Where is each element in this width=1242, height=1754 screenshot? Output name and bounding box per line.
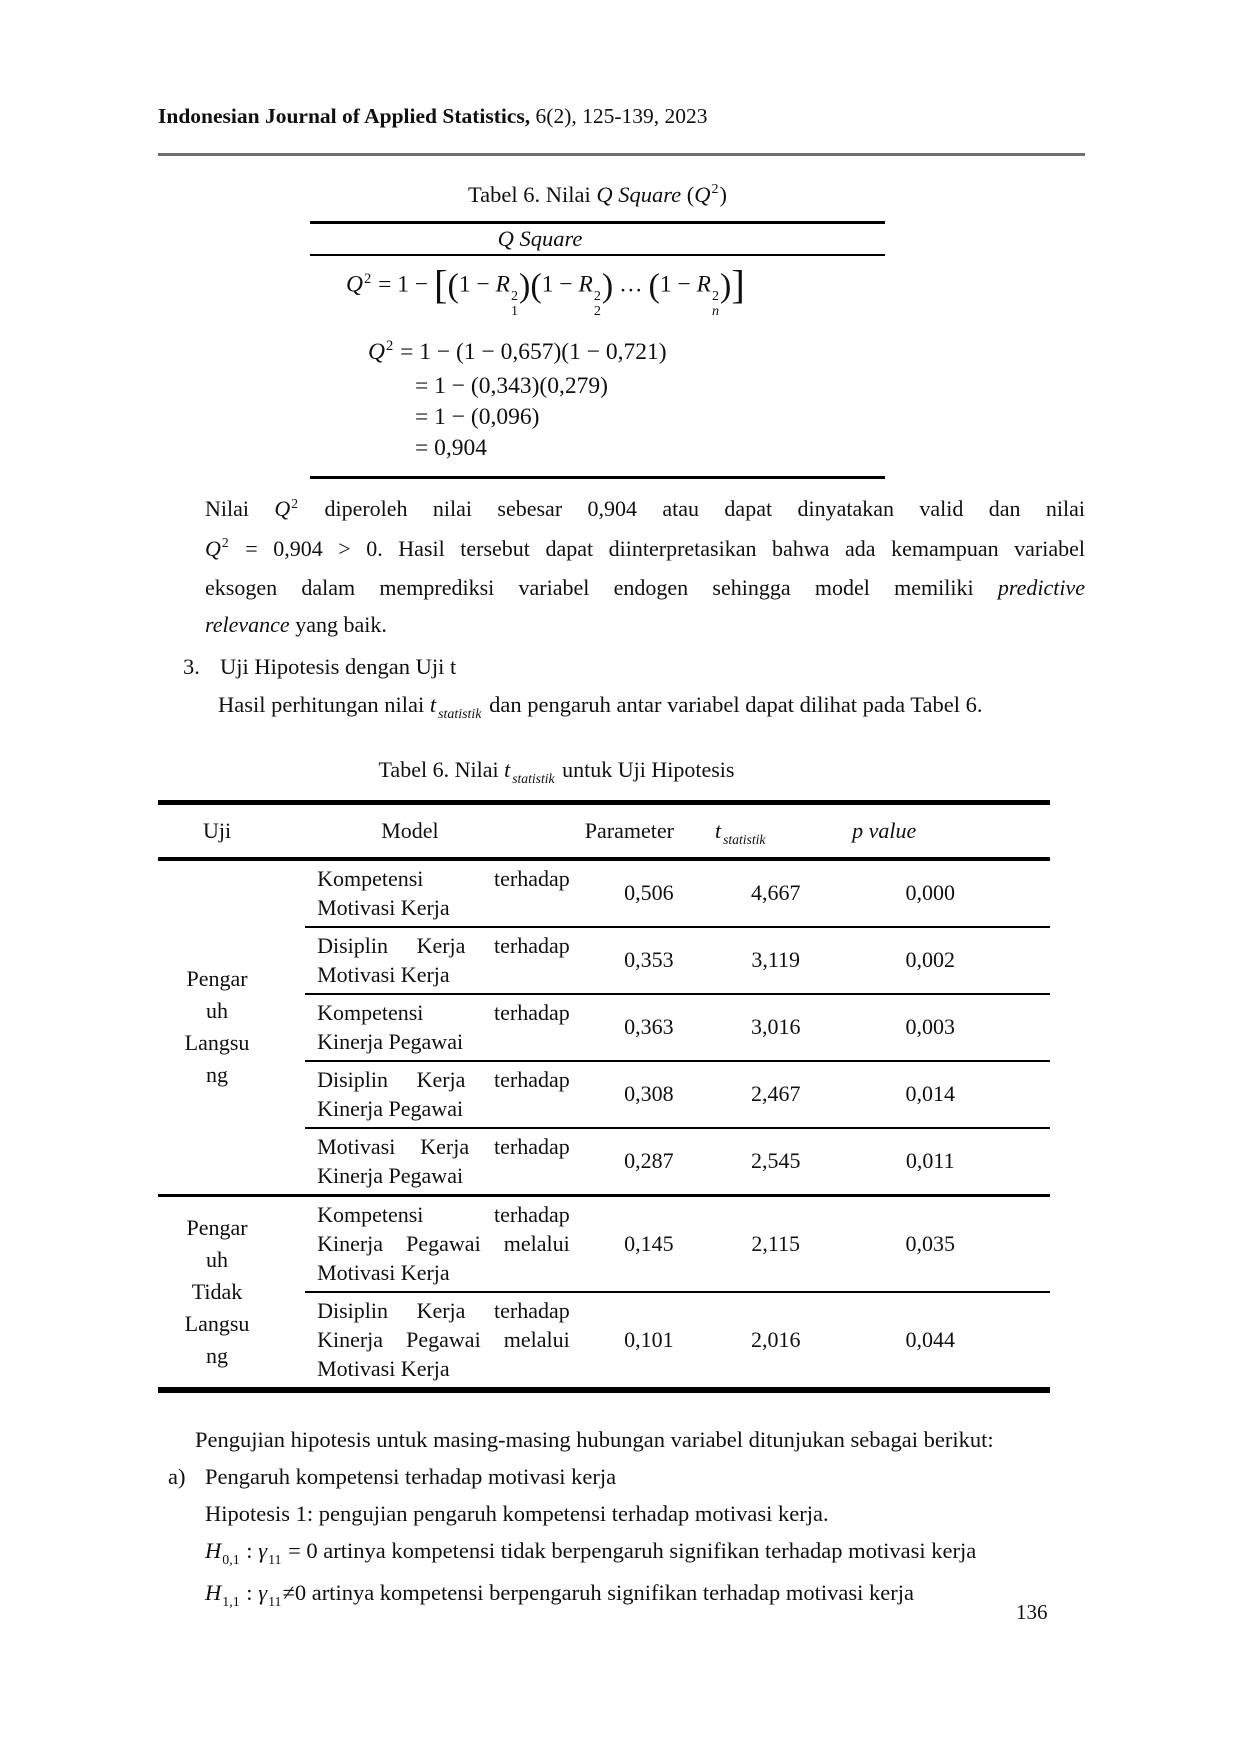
ttable-caption: Tabel 6. Nilai t $_{statistik}$ untuk Uji Hipotesis [378,757,735,787]
model-line: Motivasi Kerja [317,961,450,987]
column-header-pvalue: p value [852,817,917,843]
model-line: Disiplin Kerja terhadap [317,1066,570,1092]
column-header-uji: Uji [202,817,232,843]
paragraph-line: eksogen dalam memprediksi variabel endogen sehingga model memiliki predictive [205,575,1085,601]
model-line: Motivasi Kerja terhadap [317,1133,570,1159]
hypothesis-h1-line: $H_{1,1}$ : $\gamma_{11}\ne 0$ artinya kompetensi berpengaruh signifikan terhadap motivasi kerja [205,1580,915,1611]
uji-group-label [158,859,305,1196]
pvalue-cell: 0,002 [837,927,1050,994]
qsquare-formula: $Q^2 = 1 - [(1 - R$ 2 1 )(1 − R 2 2 ) … (1 − R 2 n )] [346,262,745,319]
model-line: Kinerja Pegawai [317,1095,464,1121]
qsquare-caption: Tabel 6. Nilai Q Square $(Q^2)$ [467,182,728,207]
uji-label-line: Pengar [186,1214,248,1240]
list-item-a [158,1458,1085,1495]
uji-label-line: ng [206,1342,229,1368]
model-line: Motivasi Kerja [317,1259,450,1285]
uji-label-line: uh [206,998,229,1024]
model-line: Kompetensi terhadap [317,999,570,1025]
parameter-cell: 0,308 [584,1061,714,1128]
table-row [158,859,1050,927]
tstat-cell: 3,119 [714,927,838,994]
ttable-header-row [158,803,1050,859]
model-cell [305,1128,584,1196]
pvalue-cell: 0,011 [837,1128,1050,1196]
model-line: Kompetensi terhadap [317,865,570,891]
model-cell [305,1292,584,1390]
pvalue-cell: 0,035 [837,1195,1050,1292]
hypothesis-1-intro: Hipotesis 1: pengujian pengaruh kompetensi terhadap motivasi kerja. [205,1500,829,1526]
equation-step: = 1 − (0,096) [415,404,540,431]
column-header-parameter: Parameter [584,817,674,843]
qsquare-block [310,178,885,479]
paragraph-line: relevance yang baik. [205,611,387,637]
parameter-cell: 0,101 [584,1292,714,1390]
tstat-cell: 2,115 [714,1195,838,1292]
uji-label-line: Langsu [184,1310,250,1336]
header-rule [158,153,1085,156]
parameter-cell: 0,363 [584,994,714,1061]
page-number: 136 [1016,1600,1048,1624]
model-line: Disiplin Kerja terhadap [317,932,570,958]
tstat-cell: 4,667 [750,880,801,906]
qsquare-column-header: Q Square [310,224,885,256]
tstat-cell: 2,016 [714,1292,838,1390]
uji-label-line: Pengar [186,966,248,992]
parameter-cell: 0,145 [584,1195,714,1292]
tstat-cell: 2,467 [714,1061,838,1128]
model-line: Motivasi Kerja [317,894,450,920]
equation-step: = 0,904 [415,435,488,462]
uji-label-line: uh [206,1246,229,1272]
tstat-cell: 3,016 [714,994,838,1061]
parameter-cell: 0,353 [584,927,714,994]
paragraph-line: Nilai $Q^2$ diperoleh nilai sebesar 0,904 atau dapat dinyatakan valid dan nilai [205,495,1085,522]
hypothesis-h0-line: $H_{0,1}$ : $\gamma_{11} = 0$ artinya kompetensi tidak berpengaruh signifikan terhadap motivasi kerja [205,1537,977,1568]
journal-header: Indonesian Journal of Applied Statistics, 6(2), 125-139, 2023 [158,104,708,128]
table-row [158,1195,1050,1292]
column-header-model: Model [381,817,439,843]
pvalue-cell: 0,044 [837,1292,1050,1390]
hypothesis-testing-intro: Pengujian hipotesis untuk masing-masing hubungan variabel ditunjukan sebagai berikut: [195,1426,994,1452]
list-item-a-label: a) [168,1463,186,1489]
ttable-body [158,859,1050,1390]
model-line: Kinerja Pegawai melalui [317,1230,570,1256]
model-line: Kompetensi terhadap [317,1201,570,1227]
hypothesis-test-table [158,800,1050,1393]
ttable-intro-sentence: Hasil perhitungan nilai t $_{statistik}$ dan pengaruh antar variabel dapat dilihat pada Tabel 6. [218,692,983,723]
closing-section [158,1421,1085,1617]
tstat-cell: 2,545 [714,1128,838,1196]
uji-label-line: ng [206,1062,229,1088]
parameter-cell: 0,287 [584,1128,714,1196]
model-line: Kinerja Pegawai melalui [317,1326,570,1352]
qsquare-calculation-steps [310,324,885,476]
equation-step: $Q^2 = 1 - (1 - 0,657)(1 - 0,721)$ [368,338,667,366]
model-cell [305,1061,584,1128]
pvalue-cell: 0,014 [837,1061,1050,1128]
qsquare-table [310,221,885,479]
model-cell [305,1195,584,1292]
model-cell [305,927,584,994]
equation-step: = 1 − (0,343)(0,279) [415,373,608,400]
model-line: Kinerja Pegawai [317,1162,464,1188]
list-item-3-number: 3. [183,654,200,680]
uji-label-line: Tidak [191,1278,243,1304]
q2-result-paragraph [205,491,1085,643]
column-header-tstatistik: t $_{statistik}$ [714,817,766,847]
pvalue-cell: 0,000 [905,880,955,906]
uji-label-line: Langsu [184,1030,250,1056]
model-cell [305,859,584,927]
parameter-cell: 0,506 [624,880,674,906]
list-item-a-text: Pengaruh kompetensi terhadap motivasi kerja [205,1463,617,1489]
model-line: Motivasi Kerja [317,1355,450,1381]
model-cell [305,994,584,1061]
list-item-3-title: Uji Hipotesis dengan Uji t [220,654,457,680]
pvalue-cell: 0,003 [837,994,1050,1061]
model-line: Kinerja Pegawai [317,1028,464,1054]
paragraph-line: $Q^2 = 0,904 > 0$. Hasil tersebut dapat diinterpretasikan bahwa ada kemampuan variabel [205,535,1085,561]
model-line: Disiplin Kerja terhadap [317,1297,570,1323]
uji-group-label [158,1195,305,1390]
list-item-3 [158,648,1085,685]
